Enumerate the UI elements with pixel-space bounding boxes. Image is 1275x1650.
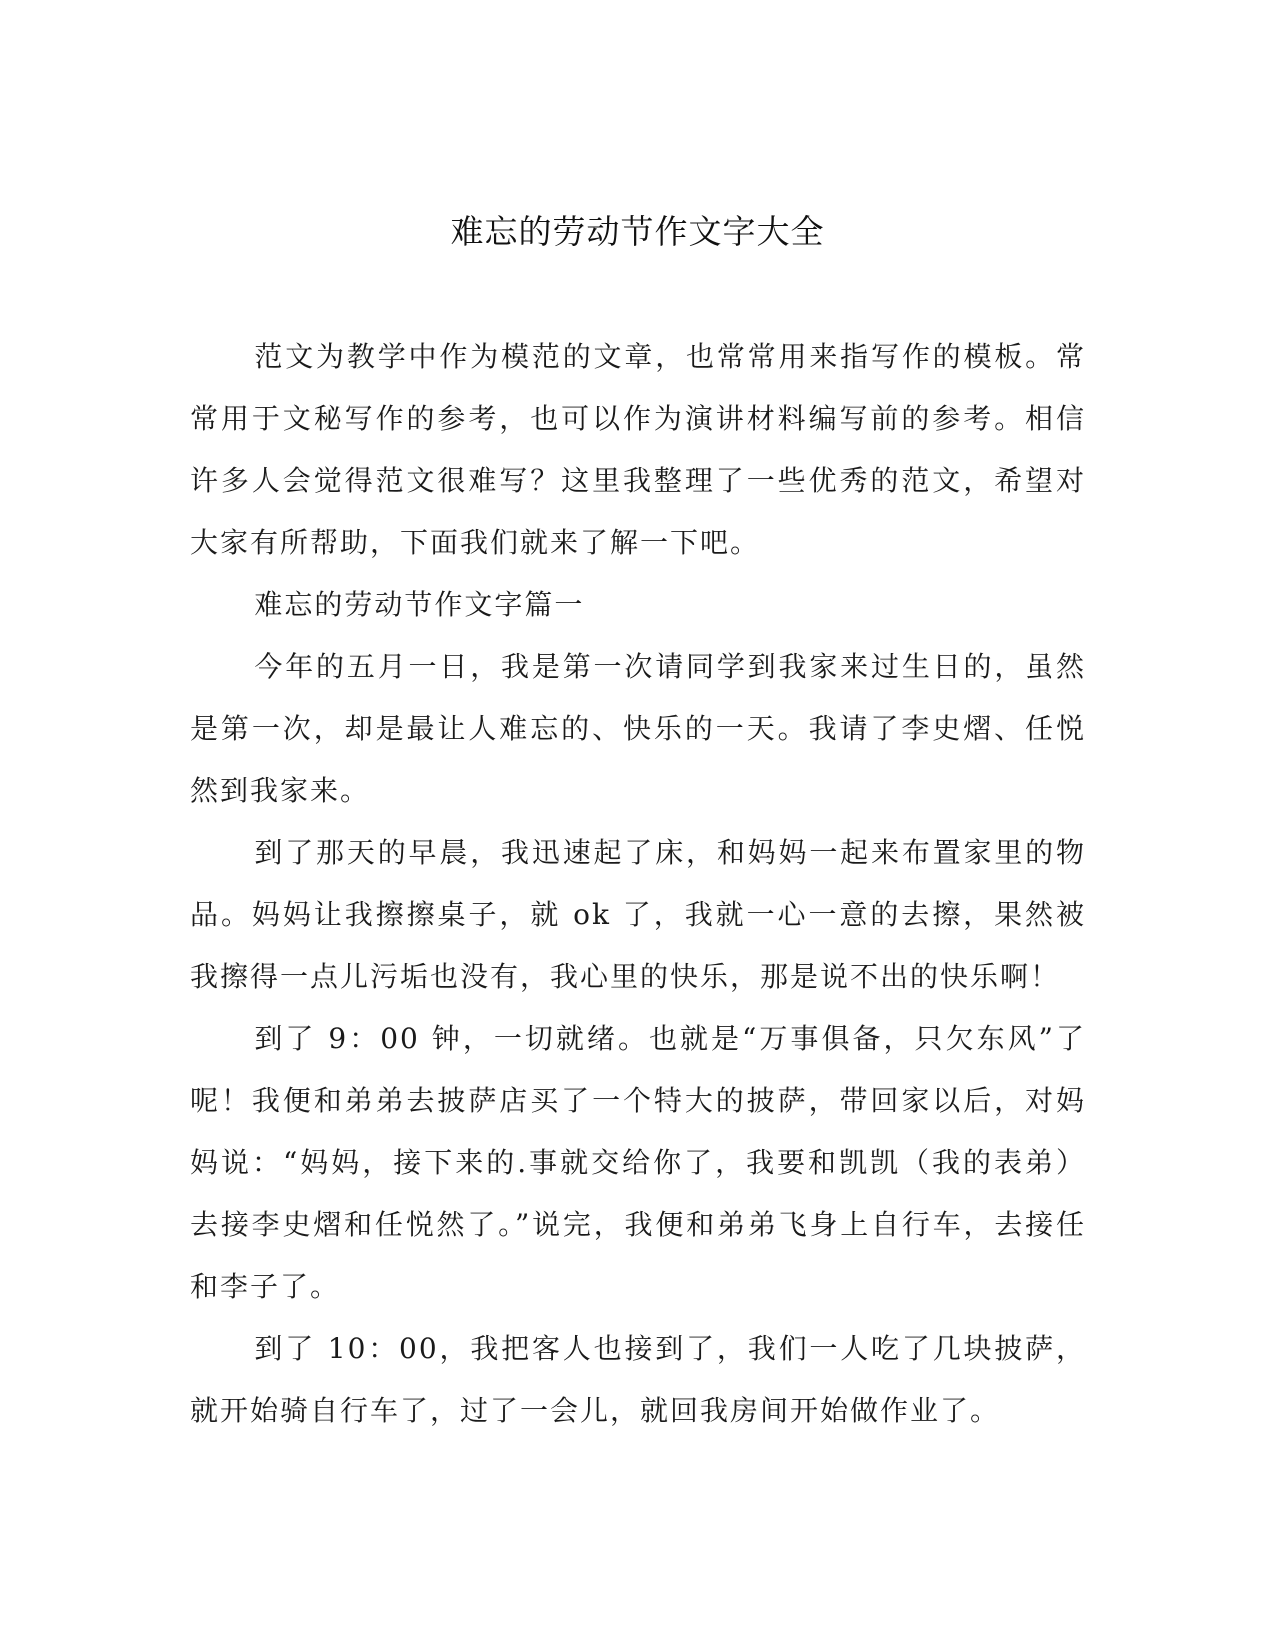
paragraph-intro: 范文为教学中作为模范的文章，也常常用来指写作的模板。常常用于文秘写作的参考，也可以作为演讲材料编写前的参考。相信许多人会觉得范文很难写？这里我整理了一些优秀的范文，希望对大家有所帮助，下面我们就来了解一下吧。	[190, 340, 1086, 559]
document-title: 难忘的劳动节作文字大全	[450, 212, 825, 251]
paragraph: 今年的五月一日，我是第一次请同学到我家来过生日的，虽然是第一次，却是最让人难忘的、快乐的一天。我请了李史熠、任悦然到我家来。	[190, 650, 1086, 807]
paragraph: 到了 9：00 钟，一切就绪。也就是“万事俱备，只欠东风”了呢！我便和弟弟去披萨店买了一个特大的披萨，带回家以后，对妈妈说：“妈妈，接下来的.事就交给你了，我要和凯凯（我的表弟）去接李史熠和任悦然了。”说完，我便和弟弟飞身上自行车，去接任和李子了。	[190, 1022, 1086, 1303]
paragraph: 到了 10：00，我把客人也接到了，我们一人吃了几块披萨，就开始骑自行车了，过了一会儿，就回我房间开始做作业了。	[190, 1332, 1086, 1427]
section-heading: 难忘的劳动节作文字篇一	[254, 588, 585, 621]
paragraph: 到了那天的早晨，我迅速起了床，和妈妈一起来布置家里的物品。妈妈让我擦擦桌子，就 ok 了，我就一心一意的去擦，果然被我擦得一点儿污垢也没有，我心里的快乐，那是说不出的快乐啊！	[190, 836, 1086, 993]
document-body	[190, 326, 1086, 1442]
